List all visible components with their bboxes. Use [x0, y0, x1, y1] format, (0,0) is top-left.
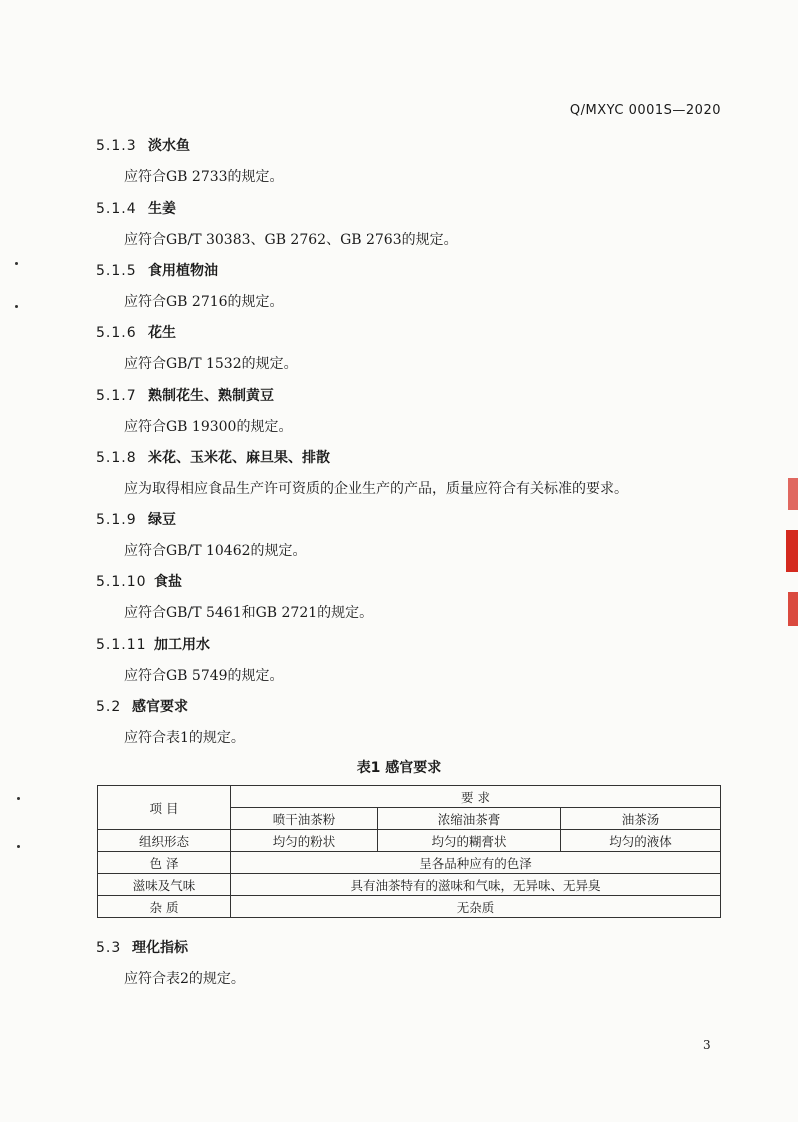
item-header-cell: 项 目 [98, 786, 231, 830]
section-text-5-1-10: 应符合GB/T 5461和GB 2721的规定。 [124, 605, 374, 621]
section-text-5-1-7: 应符合GB 19300的规定。 [124, 419, 293, 435]
table-header-row [98, 786, 721, 808]
table-row [98, 830, 721, 852]
merged-cell: 具有油茶特有的滋味和气味，无异味、无异臭 [231, 874, 721, 896]
seal-fragment [786, 530, 798, 572]
section-text-5-1-6: 应符合GB/T 1532的规定。 [124, 356, 298, 372]
scan-dot-mark [17, 797, 20, 800]
section-heading-5-2: 5.2 感官要求 [96, 699, 188, 715]
product-header-cell: 油茶汤 [561, 808, 721, 830]
row-label-cell: 滋味及气味 [98, 874, 231, 896]
product-header-cell: 喷干油茶粉 [231, 808, 378, 830]
table-cell: 均匀的粉状 [231, 830, 378, 852]
section-heading-5-1-5: 5.1.5 食用植物油 [96, 263, 218, 279]
table-row [98, 896, 721, 918]
row-label-cell: 杂 质 [98, 896, 231, 918]
section-heading-5-1-8: 5.1.8 米花、玉米花、麻旦果、排散 [96, 450, 330, 466]
section-heading-5-3: 5.3 理化指标 [96, 940, 188, 956]
seal-fragment [788, 478, 798, 510]
section-text-5-2: 应符合表1的规定。 [124, 730, 245, 746]
section-heading-5-1-11: 5.1.11 加工用水 [96, 637, 210, 653]
requirement-header-cell: 要 求 [231, 786, 721, 808]
row-label-cell: 色 泽 [98, 852, 231, 874]
table-cell: 均匀的液体 [561, 830, 721, 852]
document-code: Q/MXYC 0001S—2020 [569, 103, 721, 118]
sensory-requirements-table [97, 785, 721, 918]
section-heading-5-1-6: 5.1.6 花生 [96, 325, 176, 341]
section-heading-5-1-10: 5.1.10 食盐 [96, 574, 182, 590]
scan-dot-mark [15, 305, 18, 308]
section-heading-5-1-4: 5.1.4 生姜 [96, 201, 176, 217]
section-text-5-1-3: 应符合GB 2733的规定。 [124, 169, 284, 185]
section-text-5-1-4: 应符合GB/T 30383、GB 2762、GB 2763的规定。 [124, 232, 458, 248]
merged-cell: 呈各品种应有的色泽 [231, 852, 721, 874]
scan-dot-mark [15, 262, 18, 265]
product-header-cell: 浓缩油茶膏 [378, 808, 561, 830]
scan-dot-mark [17, 845, 20, 848]
table-cell: 均匀的糊膏状 [378, 830, 561, 852]
section-heading-5-1-7: 5.1.7 熟制花生、熟制黄豆 [96, 388, 274, 404]
section-text-5-1-8: 应为取得相应食品生产许可资质的企业生产的产品，质量应符合有关标准的要求。 [124, 481, 628, 497]
section-text-5-1-9: 应符合GB/T 10462的规定。 [124, 543, 307, 559]
section-text-5-1-5: 应符合GB 2716的规定。 [124, 294, 284, 310]
section-heading-5-1-3: 5.1.3 淡水鱼 [96, 138, 190, 154]
section-text-5-3: 应符合表2的规定。 [124, 971, 245, 987]
table-row [98, 852, 721, 874]
section-heading-5-1-9: 5.1.9 绿豆 [96, 512, 176, 528]
seal-fragment [788, 592, 798, 626]
page-number: 3 [703, 1038, 711, 1052]
table-row [98, 874, 721, 896]
row-label-cell: 组织形态 [98, 830, 231, 852]
table1-caption: 表1 感官要求 [356, 760, 442, 776]
section-text-5-1-11: 应符合GB 5749的规定。 [124, 668, 284, 684]
merged-cell: 无杂质 [231, 896, 721, 918]
